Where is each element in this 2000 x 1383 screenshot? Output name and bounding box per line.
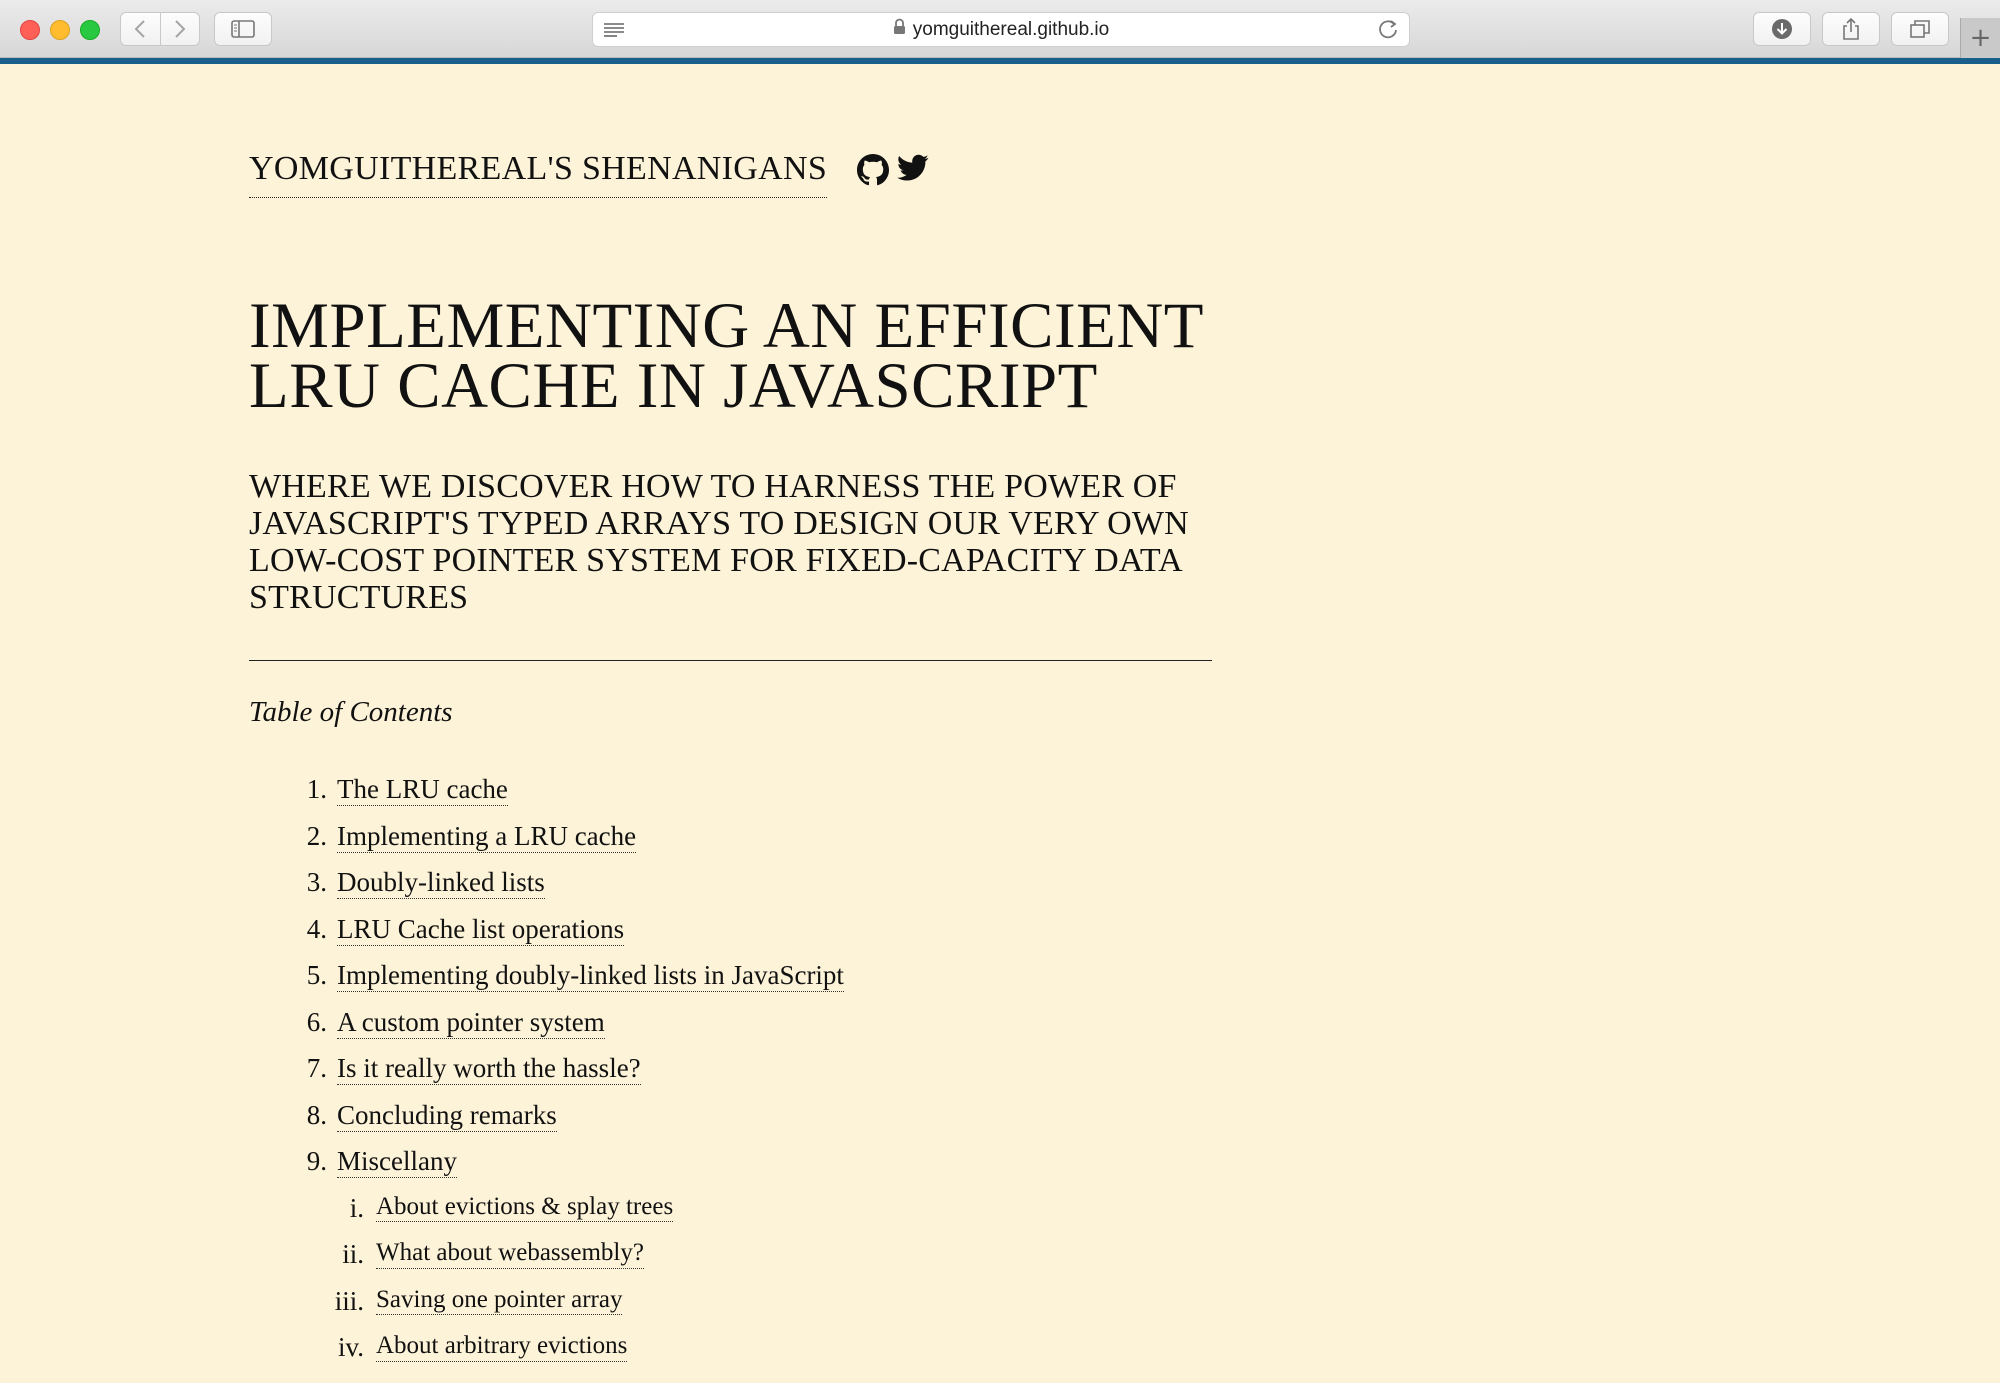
- toc-link-implementing-lru-cache[interactable]: Implementing a LRU cache: [337, 821, 636, 853]
- toc-number: 6.: [306, 1006, 327, 1037]
- toc-item: [249, 914, 1149, 961]
- toc-subitem: [249, 1332, 1149, 1379]
- browser-toolbar: [0, 0, 2000, 58]
- divider: [249, 660, 1212, 661]
- toc-subnumber: iii.: [334, 1285, 364, 1316]
- toc-link-miscellany[interactable]: Miscellany: [337, 1146, 457, 1178]
- toc-number: 2.: [306, 820, 327, 851]
- reload-icon[interactable]: [1377, 19, 1399, 46]
- table-of-contents: [249, 774, 1149, 1379]
- share-icon: [1841, 17, 1861, 41]
- share-button[interactable]: [1822, 12, 1880, 46]
- tabs-overview-button[interactable]: [1891, 12, 1949, 46]
- toc-link-saving-pointer-array[interactable]: Saving one pointer array: [376, 1286, 622, 1316]
- github-icon[interactable]: [857, 154, 889, 191]
- toc-link-doubly-linked-lists[interactable]: Doubly-linked lists: [337, 867, 545, 899]
- toc-subnumber: iv.: [338, 1332, 364, 1362]
- lock-icon: [893, 18, 906, 41]
- tabs-icon: [1909, 19, 1931, 39]
- toc-link-custom-pointer-system[interactable]: A custom pointer system: [337, 1007, 605, 1039]
- toc-item: [249, 821, 1149, 868]
- forward-button[interactable]: [160, 13, 200, 45]
- sidebar-icon: [231, 20, 255, 38]
- toc-number: 4.: [306, 913, 327, 944]
- chevron-left-icon: [134, 19, 146, 39]
- post-title: IMPLEMENTING AN EFFICIENT LRU CACHE IN JAVASCRIPT: [249, 290, 1203, 422]
- toc-link-worth-the-hassle[interactable]: Is it really worth the hassle?: [337, 1053, 641, 1085]
- toc-number: 1.: [306, 774, 327, 804]
- maximize-window-button[interactable]: [80, 20, 100, 40]
- toc-link-list-operations[interactable]: LRU Cache list operations: [337, 914, 624, 946]
- sidebar-button[interactable]: [214, 12, 272, 46]
- downloads-button[interactable]: [1753, 12, 1811, 46]
- url-text: yomguithereal.github.io: [912, 18, 1110, 40]
- address-bar[interactable]: [592, 12, 1410, 47]
- toc-item: [249, 960, 1149, 1007]
- toc-link-implementing-linked-lists-js[interactable]: Implementing doubly-linked lists in JavaScript: [337, 960, 844, 992]
- plus-icon: +: [1969, 23, 1992, 53]
- toc-number: 7.: [306, 1053, 327, 1083]
- toc-link-evictions-splay-trees[interactable]: About evictions & splay trees: [376, 1193, 673, 1223]
- chevron-right-icon: [174, 19, 186, 39]
- new-tab-button[interactable]: [1960, 18, 2000, 58]
- toc-item: [249, 867, 1149, 914]
- back-button[interactable]: [121, 13, 160, 45]
- toc-number: 8.: [306, 1099, 327, 1130]
- toc-item: [249, 1146, 1149, 1193]
- site-title-link[interactable]: YOMGUITHEREAL'S SHENANIGANS: [249, 150, 827, 198]
- toc-item: [249, 1007, 1149, 1054]
- twitter-icon[interactable]: [897, 154, 929, 191]
- toc-subnumber: i.: [349, 1192, 364, 1223]
- toc-number: 3.: [306, 867, 327, 897]
- toc-subnumber: ii.: [342, 1239, 364, 1269]
- toc-link-arbitrary-evictions[interactable]: About arbitrary evictions: [376, 1332, 627, 1362]
- history-nav: [120, 12, 200, 46]
- toc-heading: Table of Contents: [249, 696, 453, 728]
- post-subtitle: WHERE WE DISCOVER HOW TO HARNESS THE POWER OF JAVASCRIPT'S TYPED ARRAYS TO DESIGN OUR VERY OWN LOW-COST POINTER SYSTEM FOR FIXED-CAPACITY DATA STRUCTURES: [249, 468, 1189, 616]
- toc-item: [249, 774, 1149, 821]
- minimize-window-button[interactable]: [50, 20, 70, 40]
- toc-number: 5.: [306, 960, 327, 990]
- toc-item: [249, 1100, 1149, 1147]
- site-header: [249, 150, 929, 198]
- toc-subitem: [249, 1193, 1149, 1240]
- close-window-button[interactable]: [20, 20, 40, 40]
- toc-link-concluding-remarks[interactable]: Concluding remarks: [337, 1100, 557, 1132]
- page-load-accent-bar: [0, 58, 2000, 64]
- download-icon: [1771, 18, 1793, 40]
- toc-subitem: [249, 1286, 1149, 1333]
- social-links: [857, 154, 929, 191]
- toc-subitem: [249, 1239, 1149, 1286]
- toc-link-the-lru-cache[interactable]: The LRU cache: [337, 774, 508, 806]
- toc-item: [249, 1053, 1149, 1100]
- toc-link-webassembly[interactable]: What about webassembly?: [376, 1239, 644, 1269]
- toc-number: 9.: [306, 1146, 327, 1176]
